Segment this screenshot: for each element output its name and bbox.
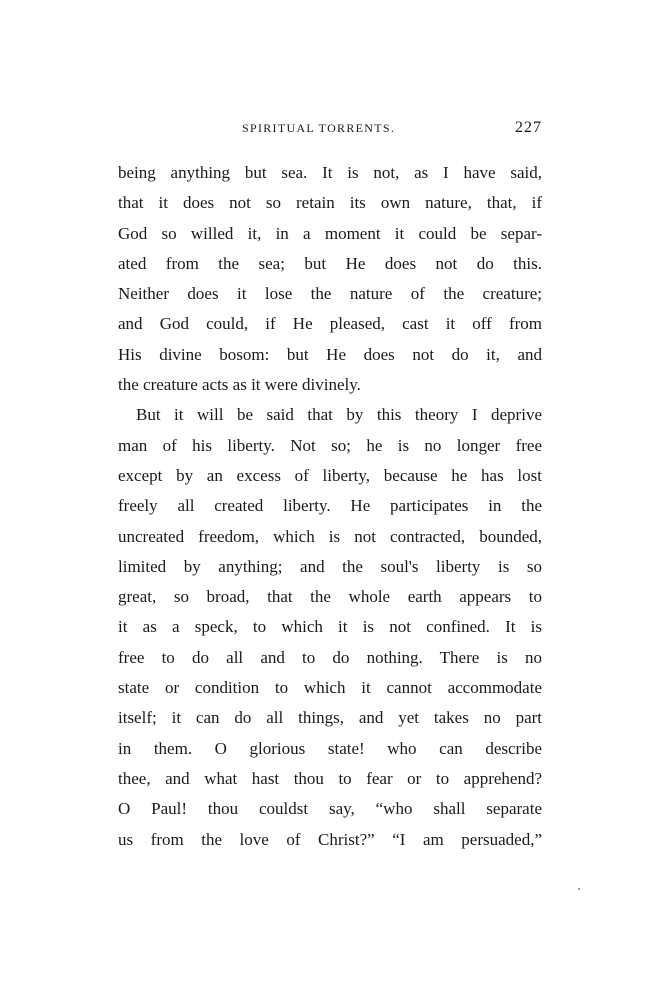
- text-line: uncreated freedom, which is not contracted, bounded,: [118, 526, 542, 546]
- paragraph-2: [118, 400, 542, 854]
- text-line: being anything but sea. It is not, as I have said,: [118, 163, 542, 182]
- text-line: ated from the sea; but He does not do this.: [118, 253, 542, 273]
- running-header: [118, 121, 542, 141]
- text-line: man of his liberty. Not so; he is no longer free: [118, 435, 542, 455]
- text-line: free to do all and to do nothing. There is no: [118, 647, 542, 667]
- text-line: that it does not so retain its own nature, that, if: [118, 193, 542, 213]
- text-line: it as a speck, to which it is not confined. It is: [118, 617, 542, 637]
- text-line: O Paul! thou couldst say, “who shall separate: [118, 799, 542, 819]
- text-line: limited by anything; and the soul's liberty is so: [118, 556, 542, 576]
- text-line: itself; it can do all things, and yet takes no part: [118, 708, 542, 728]
- text-line: and God could, if He pleased, cast it off from: [118, 314, 542, 334]
- scan-speck: [578, 888, 580, 890]
- text-line: freely all created liberty. He participates in the: [118, 496, 542, 516]
- paragraph-1: [118, 158, 542, 400]
- text-line: state or condition to which it cannot accommodate: [118, 678, 542, 698]
- text-line: thee, and what hast thou to fear or to apprehend?: [118, 768, 542, 788]
- text-line: great, so broad, that the whole earth appears to: [118, 587, 542, 607]
- text-line: His divine bosom: but He does not do it, and: [118, 344, 542, 364]
- text-line: Neither does it lose the nature of the creature;: [118, 284, 542, 304]
- text-line: us from the love of Christ?” “I am persuaded,”: [118, 829, 542, 849]
- text-line: except by an excess of liberty, because he has lost: [118, 465, 542, 485]
- text-line: the creature acts as it were divinely.: [118, 375, 361, 395]
- text-line: God so willed it, in a moment it could be separ-: [118, 223, 542, 243]
- page-number: 227: [515, 119, 542, 136]
- text-line: in them. O glorious state! who can describe: [118, 738, 542, 758]
- text-line: But it will be said that by this theory I deprive: [136, 405, 542, 425]
- running-title: SPIRITUAL TORRENTS.: [242, 121, 396, 135]
- body-text: [118, 158, 542, 855]
